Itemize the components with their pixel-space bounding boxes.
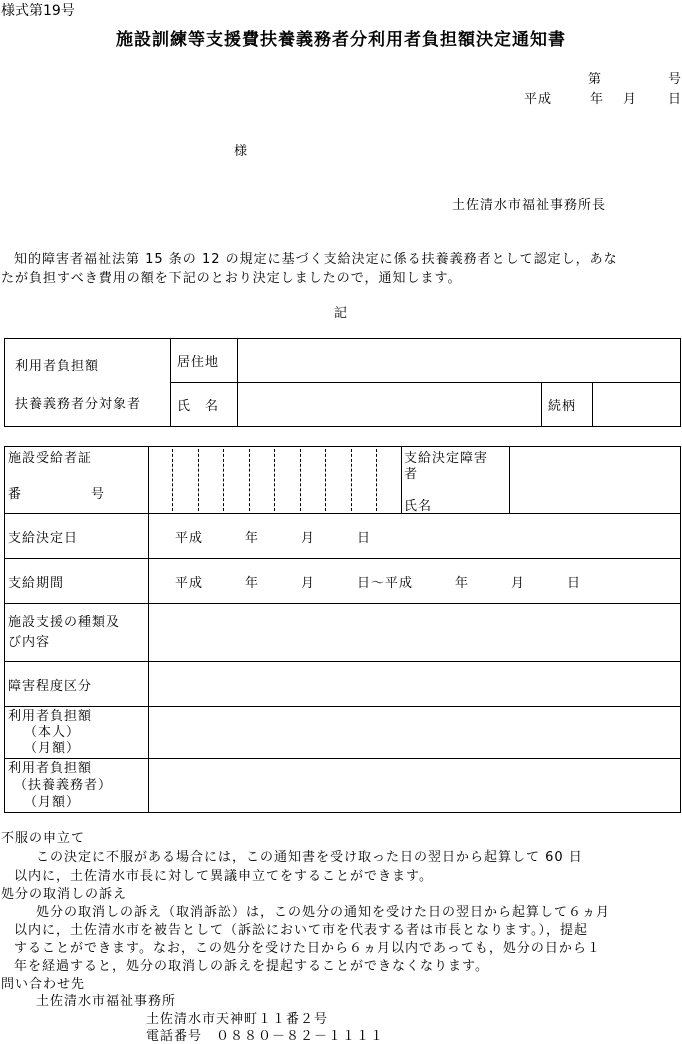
burden-target-label-cell	[5, 339, 171, 427]
period-value[interactable]: 平成 年 月 日～平成 年 月 日	[149, 559, 681, 604]
burden-supporter-value[interactable]	[149, 759, 681, 813]
document-title: 施設訓練等支援費扶養義務者分利用者負担額決定通知書	[116, 30, 566, 50]
contact-office: 土佐清水市福祉事務所	[36, 994, 177, 1009]
support-type-label-cell	[5, 604, 149, 662]
body-line-2: たが負担すべき費用の額を下記のとおり決定しましたので，通知します。	[1, 271, 462, 286]
issuer: 土佐清水市福祉事務所長	[452, 198, 607, 213]
digit-separator	[300, 449, 301, 511]
digit-separator	[376, 449, 377, 511]
contact-address: 土佐清水市天神町１１番２号	[146, 1012, 329, 1027]
number-dai: 第	[588, 72, 603, 87]
burden-supporter-label-2: （扶養義務者）	[14, 778, 113, 793]
support-type-value[interactable]	[149, 604, 681, 662]
decision-date-label: 支給決定日	[5, 514, 149, 559]
contact-phone: 電話番号 ０８８０－８２－１１１１	[146, 1029, 385, 1044]
cert-number-label-cell	[5, 447, 149, 514]
residence-value[interactable]	[238, 339, 681, 383]
burden-target-table	[4, 338, 681, 427]
disabled-label-1: 支給決定障害	[404, 451, 489, 466]
disability-level-label: 障害程度区分	[5, 662, 149, 707]
burden-supporter-label-1: 利用者負担額	[8, 761, 93, 776]
digit-separator	[249, 449, 250, 511]
disability-level-value[interactable]	[149, 662, 681, 707]
digit-separator	[172, 449, 173, 511]
burden-supporter-label-3: （月額）	[24, 795, 81, 810]
cert-label-1: 施設受給者証	[8, 451, 93, 466]
form-number: 様式第19号	[1, 3, 75, 19]
disabled-person-name-value[interactable]	[510, 447, 681, 514]
decision-date-value[interactable]: 平成 年 月 日	[149, 514, 681, 559]
burden-self-label-2: （本人）	[24, 724, 81, 740]
digit-separator	[351, 449, 352, 511]
lawsuit-line-3: することができます。なお，この処分を受けた日から６ヵ月以内であっても，処分の日から１	[14, 941, 601, 956]
cert-label-2a: 番	[8, 487, 23, 502]
digit-separator	[274, 449, 275, 511]
lawsuit-line-2: 以内に，土佐清水市を被告として（訴訟において市を代表する者は市長となります。），提起	[14, 923, 588, 938]
date-year: 年	[590, 92, 605, 107]
digit-separator	[198, 449, 199, 511]
disabled-person-label-cell	[402, 447, 510, 514]
objection-line-2: 以内に，土佐清水市長に対して異議申立てをすることができます。	[14, 869, 433, 884]
objection-title: 不服の申立て	[1, 831, 86, 846]
addressee-sama: 様	[234, 144, 249, 159]
date-day: 日	[668, 92, 682, 107]
burden-label: 利用者負担額	[15, 359, 100, 374]
digit-separator	[223, 449, 224, 511]
residence-label: 居住地	[171, 339, 238, 383]
support-type-label-2: び内容	[8, 634, 51, 650]
supporter-target-label: 扶養義務者分対象者	[15, 397, 142, 412]
disabled-label-3: 氏名	[404, 499, 433, 514]
cert-label-2b: 号	[91, 487, 106, 502]
relation-label: 続柄	[542, 383, 593, 427]
cert-number-value[interactable]	[149, 447, 402, 514]
lawsuit-line-4: 年を経過すると，処分の取消しの訴えを提起することができなくなります。	[14, 959, 489, 974]
body-line-1: 知的障害者福祉法第 15 条の 12 の規定に基づく支給決定に係る扶養義務者として認定し，あな	[14, 252, 618, 267]
objection-line-1: この決定に不服がある場合には，この通知書を受け取った日の翌日から起算して 60 日	[36, 850, 583, 865]
name-value[interactable]	[238, 383, 542, 427]
contact-title: 問い合わせ先	[1, 977, 86, 992]
date-month: 月	[623, 92, 638, 107]
period-label: 支給期間	[5, 559, 149, 604]
number-go: 号	[668, 72, 682, 87]
burden-self-label-cell	[5, 707, 149, 759]
digit-separator	[325, 449, 326, 511]
lawsuit-line-1: 処分の取消しの訴え（取消訴訟）は，この処分の通知を受けた日の翌日から起算して６ヵ月	[36, 905, 611, 920]
date-era: 平成	[524, 92, 553, 107]
burden-self-value[interactable]	[149, 707, 681, 759]
name-label: 氏 名	[171, 383, 238, 427]
burden-self-label-1: 利用者負担額	[8, 708, 93, 724]
relation-value[interactable]	[593, 383, 681, 427]
lawsuit-title: 処分の取消しの訴え	[1, 887, 128, 902]
ki-label: 記	[334, 306, 349, 321]
burden-supporter-label-cell	[5, 759, 149, 813]
disabled-label-2: 者	[404, 467, 419, 482]
support-detail-table	[4, 446, 681, 813]
burden-self-label-3: （月額）	[24, 740, 81, 756]
support-type-label-1: 施設支援の種類及	[8, 614, 121, 630]
